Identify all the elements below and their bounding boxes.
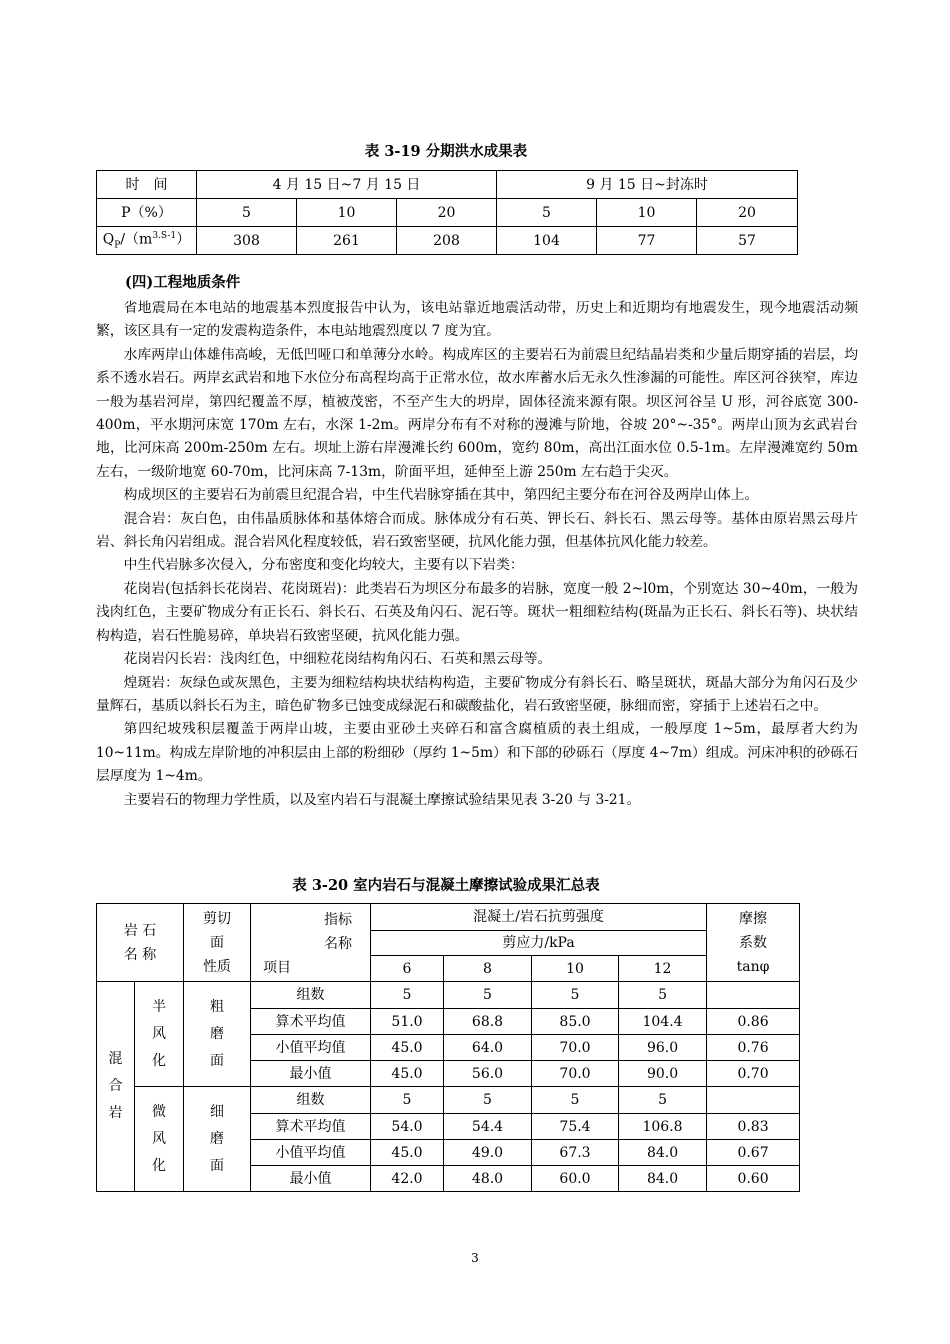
friction-test-table — [96, 903, 800, 1192]
value-cell: 70.0 — [532, 1035, 619, 1061]
q-superscript: 3.S-1 — [152, 231, 177, 241]
value-cell: 45.0 — [371, 1061, 444, 1087]
item-cell: 算术平均值 — [251, 1009, 371, 1035]
q-subscript: P — [114, 240, 121, 251]
tan-cell: 0.86 — [707, 1009, 800, 1035]
value-cell: 48.0 — [444, 1166, 532, 1192]
paragraph: 花岗岩(包括斜长花岗岩、花岗斑岩)：此类岩石为坝区分布最多的岩脉，宽度一般 2~l0m，个别宽达 30~40m，一般为浅肉红色，主要矿物成分有正长石、斜长石、石英及角闪石、泥石等。斑状一粗细粒结构(斑晶为正长石、斜长石等)、块状结构构造，岩石性脆易碎，单块岩石致密坚硬，抗风化能力强。 — [96, 580, 858, 644]
tan-cell: 0.70 — [707, 1061, 800, 1087]
paragraph: 省地震局在本电站的地震基本烈度报告中认为，该电站靠近地震活动带，历史上和近期均有地震发生，现今地震活动频繁，该区具有一定的发震构造条件，本电站地震烈度以 7 度为宜。 — [96, 300, 858, 340]
stress-value-header: 8 — [444, 956, 532, 982]
value-cell: 45.0 — [371, 1035, 444, 1061]
page-number: 3 — [471, 1251, 479, 1265]
surface-cell: 细 磨 面 — [184, 1087, 251, 1192]
strength-header: 混凝土/岩石抗剪强度 — [371, 904, 707, 931]
value-cell: 68.8 — [444, 1009, 532, 1035]
indicator-header: 指标 名称 — [324, 912, 353, 952]
stress-header: 剪应力/kPa — [371, 931, 707, 956]
value-cell: 67.3 — [532, 1140, 619, 1166]
value-cell: 85.0 — [532, 1009, 619, 1035]
value-cell: 42.0 — [371, 1166, 444, 1192]
p-value: 5 — [197, 199, 297, 227]
value-cell: 49.0 — [444, 1140, 532, 1166]
paragraph: 主要岩石的物理力学性质，以及室内岩石与混凝土摩擦试验结果见表 3-20 与 3-21。 — [123, 791, 641, 808]
p-value: 20 — [397, 199, 497, 227]
paragraph: 中生代岩脉多次侵入，分布密度和变化均较大，主要有以下岩类： — [123, 557, 524, 574]
q-value: 308 — [197, 227, 297, 255]
value-cell: 56.0 — [444, 1061, 532, 1087]
paragraph: 混合岩：灰白色，由伟晶质脉体和基体熔合而成。脉体成分有石英、钾长石、斜长石、黑云母等。基体由原岩黑云母片岩、斜长角闪岩组成。混合岩风化程度较低，岩石致密坚硬，抗风化能力强，但基体抗风化能力较差。 — [96, 510, 858, 551]
value-cell: 54.0 — [371, 1114, 444, 1140]
item-cell: 小值平均值 — [251, 1035, 371, 1061]
p-value: 5 — [497, 199, 597, 227]
p-value: 10 — [597, 199, 697, 227]
section-body — [96, 297, 858, 812]
value-cell: 5 — [444, 1087, 532, 1114]
diagonal-header-cell — [251, 904, 371, 982]
paragraph: 构成坝区的主要岩石为前震旦纪混合岩，中生代岩脉穿插在其中，第四纪主要分布在河谷及两岸山体上。 — [123, 487, 759, 504]
value-cell: 84.0 — [619, 1140, 707, 1166]
value-cell: 5 — [371, 982, 444, 1009]
value-cell: 5 — [532, 982, 619, 1009]
value-cell: 5 — [371, 1087, 444, 1114]
q-symbol: Q — [102, 231, 115, 248]
value-cell: 5 — [532, 1087, 619, 1114]
weathering-cell: 微 风 化 — [135, 1087, 184, 1192]
flood-results-table — [96, 170, 798, 255]
q-unit: /（m — [120, 231, 153, 248]
table-3-20-title: 表 3-20 室内岩石与混凝土摩擦试验成果汇总表 — [292, 877, 600, 894]
rock-name-header: 岩 石 名 称 — [97, 904, 184, 982]
paragraph: 花岗岩闪长岩：浅肉红色，中细粒花岗结构角闪石、石英和黑云母等。 — [123, 651, 552, 668]
value-cell: 60.0 — [532, 1166, 619, 1192]
value-cell: 106.8 — [619, 1114, 707, 1140]
stress-value-header: 12 — [619, 956, 707, 982]
value-cell: 75.4 — [532, 1114, 619, 1140]
tan-cell: 0.60 — [707, 1166, 800, 1192]
value-cell: 54.4 — [444, 1114, 532, 1140]
q-value: 104 — [497, 227, 597, 255]
value-cell: 51.0 — [371, 1009, 444, 1035]
item-cell: 最小值 — [251, 1061, 371, 1087]
tan-cell — [707, 1087, 800, 1114]
q-value: 208 — [397, 227, 497, 255]
item-cell: 小值平均值 — [251, 1140, 371, 1166]
value-cell: 45.0 — [371, 1140, 444, 1166]
q-header — [97, 227, 197, 255]
q-value: 57 — [697, 227, 798, 255]
q-value: 77 — [597, 227, 697, 255]
tan-cell — [707, 982, 800, 1009]
period-1-header: 4 月 15 日~7 月 15 日 — [197, 171, 497, 199]
tan-cell: 0.67 — [707, 1140, 800, 1166]
table-3-19-title: 表 3-19 分期洪水成果表 — [364, 143, 528, 160]
value-cell: 5 — [619, 1087, 707, 1114]
q-close: ） — [176, 231, 191, 248]
tan-cell: 0.83 — [707, 1114, 800, 1140]
item-cell: 算术平均值 — [251, 1114, 371, 1140]
paragraph: 第四纪坡残积层覆盖于两岸山坡，主要由亚砂土夹碎石和富含腐植质的表土组成，一般厚度 1~5m，最厚者大约为 10~11m。构成左岸阶地的冲积层由上部的粉细砂（厚约 1~5m）和下部的砂砾石（厚度 4~7m）组成。河床冲积的砂砾石层厚度为 1~4m。 — [96, 721, 858, 785]
paragraph: 水库两岸山体雄伟高峻，无低凹哑口和单薄分水岭。构成库区的主要岩石为前震旦纪结晶岩类和少量后期穿插的岩层，均系不透水岩石。两岸玄武岩和地下水位分布高程均高于正常水位，故水库蓄水后无永久性渗漏的可能性。库区河谷狭窄，库边一般为基岩河岸，第四纪覆盖不厚，植被茂密，不至产生大的坍岸，固体径流来源有限。坝区河谷呈 U 形，河谷底宽 300-400m，平水期河床宽 170m 左右，水深 1-2m。两岸分布有不对称的漫滩与阶地，谷坡 20°~-35°。两岸山顶为玄武岩台地，比河床高 200m-250m 左右。坝址上游右岸漫滩长约 600m，宽约 80m，高出江面水位 0.5-1m。左岸漫滩宽约 50m 左右，一级阶地宽 60-70m，比河床高 7-13m，阶面平坦，延伸至上游 250m 左右趋于尖灭。 — [96, 346, 858, 480]
value-cell: 5 — [444, 982, 532, 1009]
tan-cell: 0.76 — [707, 1035, 800, 1061]
value-cell: 96.0 — [619, 1035, 707, 1061]
shear-surface-header: 剪切 面 性质 — [184, 904, 251, 982]
period-2-header: 9 月 15 日~封冻时 — [497, 171, 798, 199]
time-header: 时 间 — [97, 171, 197, 199]
value-cell: 70.0 — [532, 1061, 619, 1087]
value-cell: 5 — [619, 982, 707, 1009]
stress-value-header: 6 — [371, 956, 444, 982]
item-cell: 组数 — [251, 1087, 371, 1114]
item-cell: 组数 — [251, 982, 371, 1009]
q-value: 261 — [297, 227, 397, 255]
value-cell: 84.0 — [619, 1166, 707, 1192]
p-header: P（%） — [97, 199, 197, 227]
friction-header: 摩擦 系数 tanφ — [707, 904, 800, 982]
surface-cell: 粗 磨 面 — [184, 982, 251, 1087]
p-value: 20 — [697, 199, 798, 227]
section-heading: (四)工程地质条件 — [125, 274, 241, 291]
rock-type-cell: 混 合 岩 — [97, 982, 135, 1192]
weathering-cell: 半 风 化 — [135, 982, 184, 1087]
value-cell: 64.0 — [444, 1035, 532, 1061]
stress-value-header: 10 — [532, 956, 619, 982]
paragraph: 煌斑岩：灰绿色或灰黑色，主要为细粒结构块状结构构造，主要矿物成分有斜长石、略呈斑状，斑晶大部分为角闪石及少量辉石，基质以斜长石为主，暗色矿物多已蚀变成绿泥石和碳酸盐化，岩石致密坚硬，脉细而密，穿插于上述岩石之中。 — [96, 674, 858, 714]
value-cell: 90.0 — [619, 1061, 707, 1087]
item-cell: 最小值 — [251, 1166, 371, 1192]
value-cell: 104.4 — [619, 1009, 707, 1035]
p-value: 10 — [297, 199, 397, 227]
project-header: 项目 — [263, 960, 292, 976]
